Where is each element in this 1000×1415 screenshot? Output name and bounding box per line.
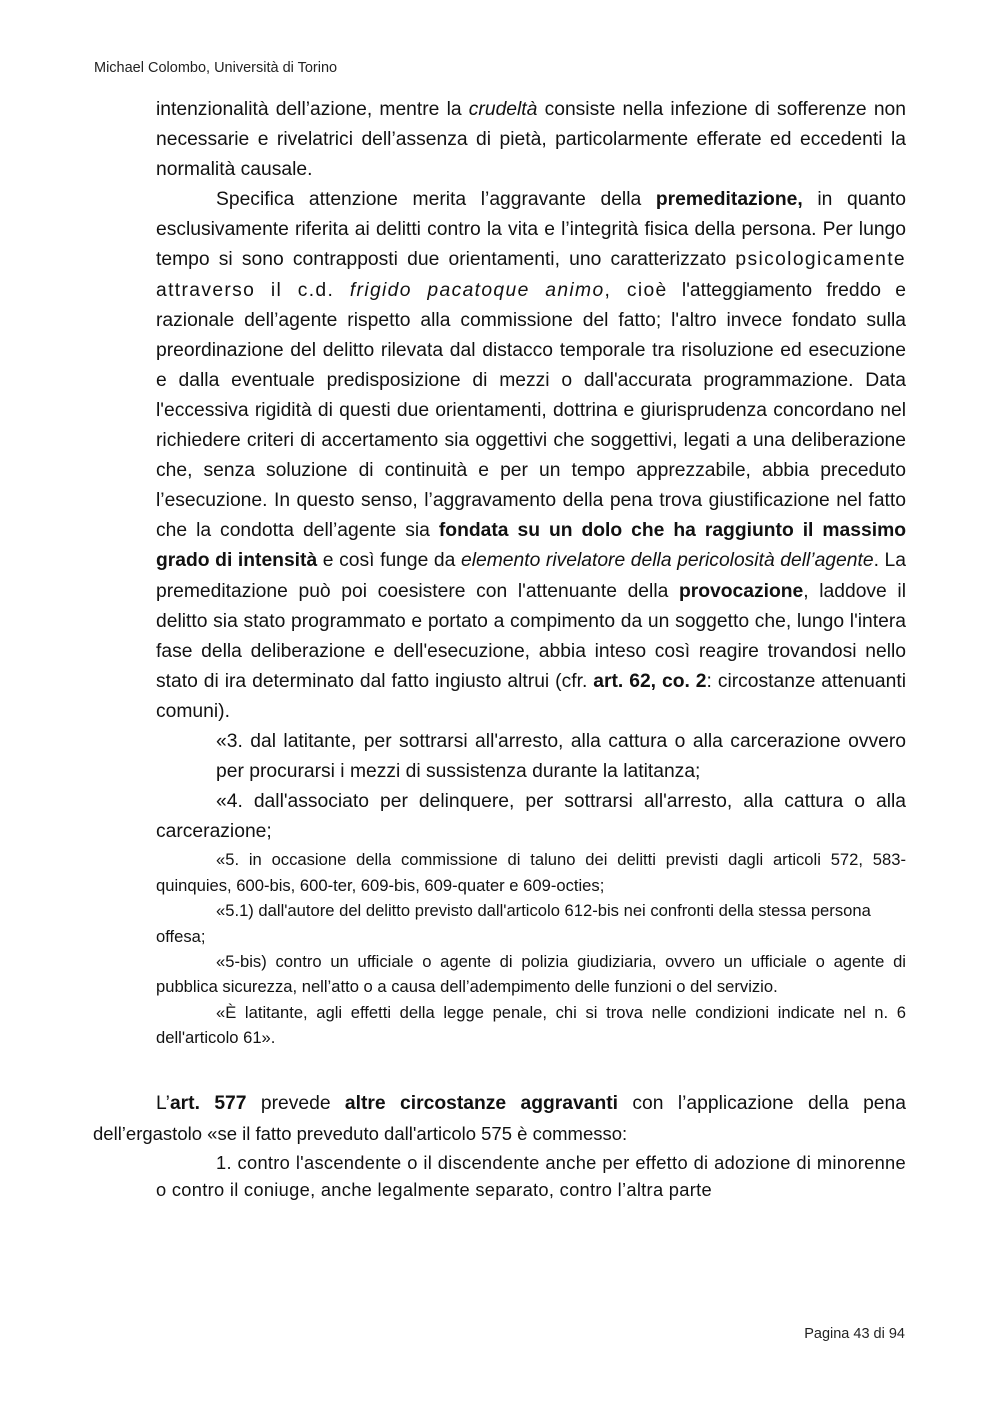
bold-term: premeditazione,	[655, 189, 803, 211]
text-run: , laddove il delitto sia stato programmato e portato a compimento da un soggetto che, lungo l'intera fase della deliberazione e dell'esecuzione, abbia inteso così reagire trovandosi nello stato di ira determinato dal fatto ingiusto altrui (cfr.	[156, 580, 906, 692]
page-header: Michael Colombo, Università di Torino	[94, 60, 338, 76]
italic-term: frigido pacatoque animo	[349, 279, 605, 301]
paragraph-art-577-line2: dell’ergastolo «se il fatto preveduto dall'articolo 575 è commesso:	[93, 1122, 628, 1144]
quote-art-577-item-1: 1. contro l'ascendente o il discendente anche per effetto di adozione di minorenne o contro il coniuge, anche legalmente separato, contro l’altra parte	[156, 1151, 906, 1201]
text-run: intenzionalità dell’azione, mentre la	[156, 99, 469, 120]
italic-term: elemento rivelatore della pericolosità dell’agente	[460, 550, 874, 572]
text-run: e così funge da	[317, 550, 461, 572]
text-run: l'atteggiamento freddo e razionale dell’agente rispetto alla commissione del fatto; l'altro invece fondato sulla preordinazione del delitto rilevata dal distacco temporale tra risoluzione ed esecuzione e dalla eventuale predisposizione di mezzi o dall'accurata programmazione. Data l'eccessiva rigidità di questi due orientamenti, dottrina e giurisprudenza concordano nel richiedere criteri di accertamento sia oggettivi che soggettivi, legati a una deliberazione che, senza soluzione di continuità e per un tempo apprezzabile, abbia preceduto l’esecuzione. In questo senso, l’aggravamento della pena trova giustificazione nel fatto che la condotta dell’agente sia	[156, 279, 907, 542]
text-run: L’	[156, 1092, 170, 1114]
quote-latitante: «È latitante, agli effetti della legge penale, chi si trova nelle condizioni indicate nel n. 6 dell'articolo 61».	[156, 1002, 906, 1048]
quote-item-3: «3. dal latitante, per sottrarsi all'arresto, alla cattura o alla carcerazione ovvero per procurarsi i mezzi di sussistenza durante la latitanza;	[216, 730, 906, 783]
text-run: Specifica attenzione merita l’aggravante della	[216, 189, 656, 211]
page-body	[93, 95, 907, 1204]
text-run: in quanto esclusivamente riferita ai delitti contro la vita e l’integrità fisica della persona. Per lungo tempo si sono contrapposti due orientamenti, uno caratterizzato	[156, 189, 906, 271]
text-run: con l’applicazione della pena	[618, 1092, 906, 1114]
paragraph-premeditazione	[156, 185, 906, 727]
bold-term: provocazione	[678, 580, 804, 602]
paragraph-art-577-line1	[156, 1089, 906, 1119]
quote-item-5-bis: «5-bis) contro un ufficiale o agente di polizia giudiziaria, ovvero un ufficiale o agente di pubblica sicurezza, nell’atto o a causa dell’adempimento delle funzioni o del servizio.	[156, 951, 906, 997]
italic-term: crudeltà	[468, 99, 538, 120]
quote-item-5-1: «5.1) dall'autore del delitto previsto dall'articolo 612-bis nei confronti della stessa persona offesa;	[156, 901, 871, 946]
bold-term: art. 577	[169, 1092, 247, 1114]
quote-item-4: «4. dall'associato per delinquere, per sottrarsi all'arresto, alla cattura o alla carcerazione;	[156, 791, 906, 843]
text-run: : circostanze attenuanti comuni).	[156, 670, 906, 722]
paragraph-gap	[156, 1051, 906, 1089]
bold-term: fondata su un dolo che ha raggiunto il massimo grado di intensità	[156, 520, 906, 572]
bold-term: art. 62, co. 2	[593, 670, 707, 692]
text-run: . La premeditazione può poi coesistere con l'attenuante della	[156, 550, 906, 602]
paragraph-crudelta	[156, 95, 906, 185]
quote-item-5: «5. in occasione della commissione di taluno dei delitti previsti dagli articoli 572, 583-quinquies, 600-bis, 600-ter, 609-bis, 609-quater e 609-octies;	[156, 850, 906, 895]
text-run: psicologicamente attraverso il c.d.	[156, 249, 906, 301]
text-run: prevede	[246, 1092, 345, 1114]
page-number: Pagina 43 di 94	[804, 1326, 905, 1342]
text-run: consiste nella infezione di sofferenze non necessarie e rivelatrici dell’assenza di pietà, particolarmente efferate ed eccedenti la normalità causale.	[156, 99, 907, 181]
text-run: , cioè	[604, 279, 668, 301]
bold-term: altre circostanze aggravanti	[344, 1092, 618, 1114]
